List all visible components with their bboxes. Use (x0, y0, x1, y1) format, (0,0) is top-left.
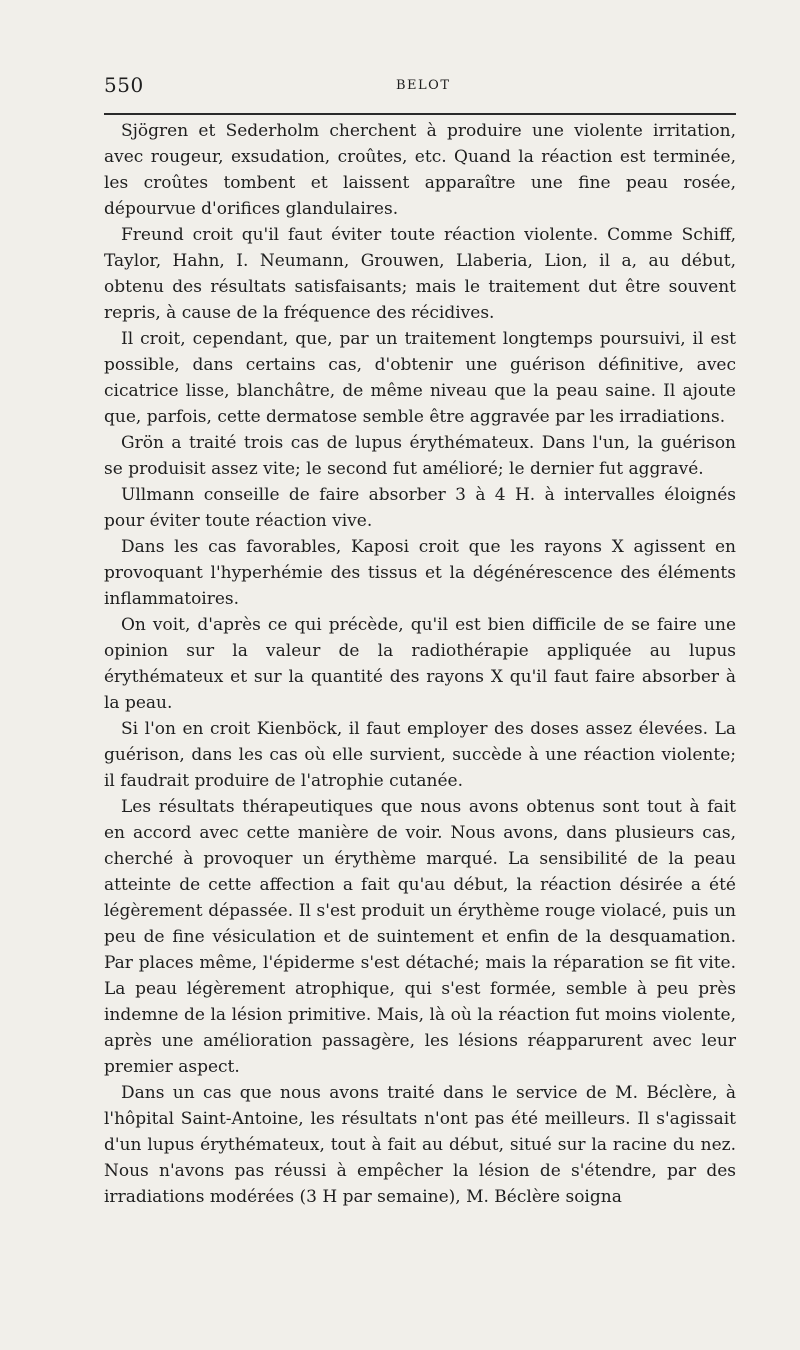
paragraph: Si l'on en croit Kienböck, il faut employer des doses assez élevées. La guérison, dans les cas où elle survient, succède à une réaction violente; il faudrait produire de l'atrophie cutanée. (104, 719, 736, 791)
paragraph: Il croit, cependant, que, par un traitement longtemps poursuivi, il est possible, dans certains cas, d'obtenir une guérison définitive, avec cicatrice lisse, blanchâtre, de même niveau que la peau saine. Il ajoute que, parfois, cette dermatose semble être aggravée par les irradiations. (104, 329, 736, 427)
paragraph: Freund croit qu'il faut éviter toute réaction violente. Comme Schiff, Taylor, Hahn, I. Neumann, Grouwen, Llaberia, Lion, il a, au début, obtenu des résultats satisfaisants; mais le traitement dut être souvent repris, à cause de la fréquence des récidives. (104, 225, 736, 323)
header-rule (104, 113, 736, 115)
running-head: BELOT (396, 78, 451, 93)
paragraph: Grön a traité trois cas de lupus érythémateux. Dans l'un, la guérison se produisit assez vite; le second fut amélioré; le dernier fut aggravé. (104, 433, 736, 479)
page-header (104, 72, 736, 102)
paragraph: On voit, d'après ce qui précède, qu'il est bien difficile de se faire une opinion sur la valeur de la radiothérapie appliquée au lupus érythémateux et sur la quantité des rayons X qu'il faut faire absorber à la peau. (104, 615, 736, 713)
paragraph: Dans les cas favorables, Kaposi croit que les rayons X agissent en provoquant l'hyperhémie des tissus et la dégénérescence des éléments inflammatoires. (104, 537, 736, 609)
paragraph: Ullmann conseille de faire absorber 3 à 4 H. à intervalles éloignés pour éviter toute réaction vive. (104, 485, 736, 531)
paragraph: Dans un cas que nous avons traité dans le service de M. Béclère, à l'hôpital Saint-Antoine, les résultats n'ont pas été meilleurs. Il s'agissait d'un lupus érythémateux, tout à fait au début, situé sur la racine du nez. Nous n'avons pas réussi à empêcher la lésion de s'étendre, par des irradiations modérées (3 H par semaine), M. Béclère soigna (104, 1083, 736, 1207)
paragraph: Les résultats thérapeutiques que nous avons obtenus sont tout à fait en accord avec cette manière de voir. Nous avons, dans plusieurs cas, cherché à provoquer un érythème marqué. La sensibilité de la peau atteinte de cette affection a fait qu'au début, la réaction désirée a été légèrement dépassée. Il s'est produit un érythème rouge violacé, puis un peu de fine vésiculation et de suintement et enfin de la desquamation. Par places même, l'épiderme s'est détaché; mais la réparation se fit vite. La peau légèrement atrophique, qui s'est formée, semble à peu près indemne de la lésion primitive. Mais, là où la réaction fut moins violente, après une amélioration passagère, les lésions réapparurent avec leur premier aspect. (104, 797, 736, 1077)
page-number: 550 (104, 73, 144, 97)
paragraph: Sjögren et Sederholm cherchent à produire une violente irritation, avec rougeur, exsudation, croûtes, etc. Quand la réaction est terminée, les croûtes tombent et laissent apparaître une fine peau rosée, dépourvue d'orifices glandulaires. (104, 121, 736, 219)
body-text (104, 118, 736, 1210)
